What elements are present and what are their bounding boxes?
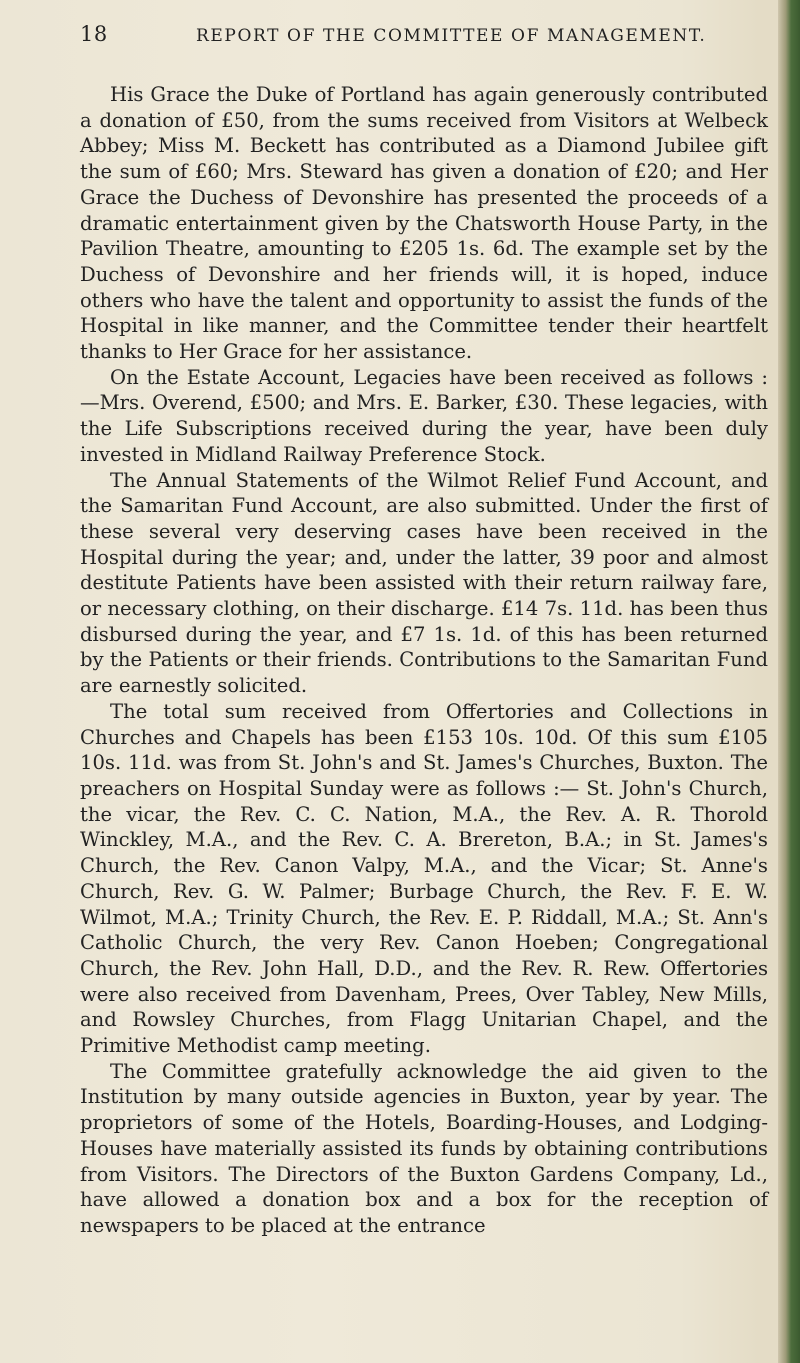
paragraph-legacies: On the Estate Account, Legacies have been received as follows :—Mrs. Overend, £500; and Mrs. E. Barker, £30. These legacies, with the Life Subscriptions received during the year, have been duly invested in Midland Railway Preference Stock. bbox=[80, 365, 768, 466]
body-text bbox=[80, 82, 768, 1239]
paragraph-donations: His Grace the Duke of Portland has again generously contributed a donation of £50, from the sums received from Visitors at Welbeck Abbey; Miss M. Beckett has contributed as a Diamond Jubilee gift the sum of £60; Mrs. Steward has given a donation of £20; and Her Grace the Duchess of Devonshire has presented the proceeds of a dramatic entertainment given by the Chatsworth House Party, in the Pavilion Theatre, amounting to £205 1s. 6d. The example set by the Duchess of Devonshire and her friends will, it is hoped, induce others who have the talent and opportunity to assist the funds of the Hospital in like manner, and the Committee tender their heartfelt thanks to Her Grace for her assistance. bbox=[80, 83, 768, 364]
paragraph-acknowledgements: The Committee gratefully acknowledge the aid given to the Institution by many outside agencies in Buxton, year by year. The proprietors of some of the Hotels, Boarding-Houses, and Lodging-Houses have materially assisted its funds by obtaining contributions from Visitors. The Directors of the Buxton Gardens Company, Ld., have allowed a donation box and a box for the reception of newspapers to be placed at the entrance bbox=[80, 1059, 768, 1237]
paragraph-offertories: The total sum received from Offertories and Collections in Churches and Chapels has been £153 10s. 10d. Of this sum £105 10s. 11d. was from St. John's and St. James's Churches, Buxton. The preachers on Hospital Sunday were as follows :— St. John's Church, the vicar, the Rev. C. C. Nation, M.A., the Rev. A. R. Thorold Winckley, M.A., and the Rev. C. A. Brereton, B.A.; in St. James's Church, the Rev. Canon Valpy, M.A., and the Vicar; St. Anne's Church, Rev. G. W. Palmer; Burbage Church, the Rev. F. E. W. Wilmot, M.A.; Trinity Church, the Rev. E. P. Riddall, M.A.; St. Ann's Catholic Church, the very Rev. Canon Hoeben; Congregational Church, the Rev. John Hall, D.D., and the Rev. R. Rew. Offertories were also received from Davenham, Prees, Over Tabley, New Mills, and Rowsley Churches, from Flagg Unitarian Chapel, and the Primitive Methodist camp meeting. bbox=[80, 699, 768, 1058]
running-title: REPORT OF THE COMMITTEE OF MANAGEMENT. bbox=[196, 26, 707, 46]
paragraph-relief-funds: The Annual Statements of the Wilmot Relief Fund Account, and the Samaritan Fund Account, are also submitted. Under the first of these several very deserving cases have been received in the Hospital during the year; and, under the latter, 39 poor and almost destitute Patients have been assisted with their return railway fare, or necessary clothing, on their discharge. £14 7s. 11d. has been thus disbursed during the year, and £7 1s. 1d. of this has been returned by the Patients or their friends. Contributions to the Samaritan Fund are earnestly solicited. bbox=[80, 468, 768, 698]
page-header bbox=[80, 22, 760, 52]
book-spine-edge bbox=[778, 0, 800, 1363]
page-number: 18 bbox=[80, 22, 108, 46]
